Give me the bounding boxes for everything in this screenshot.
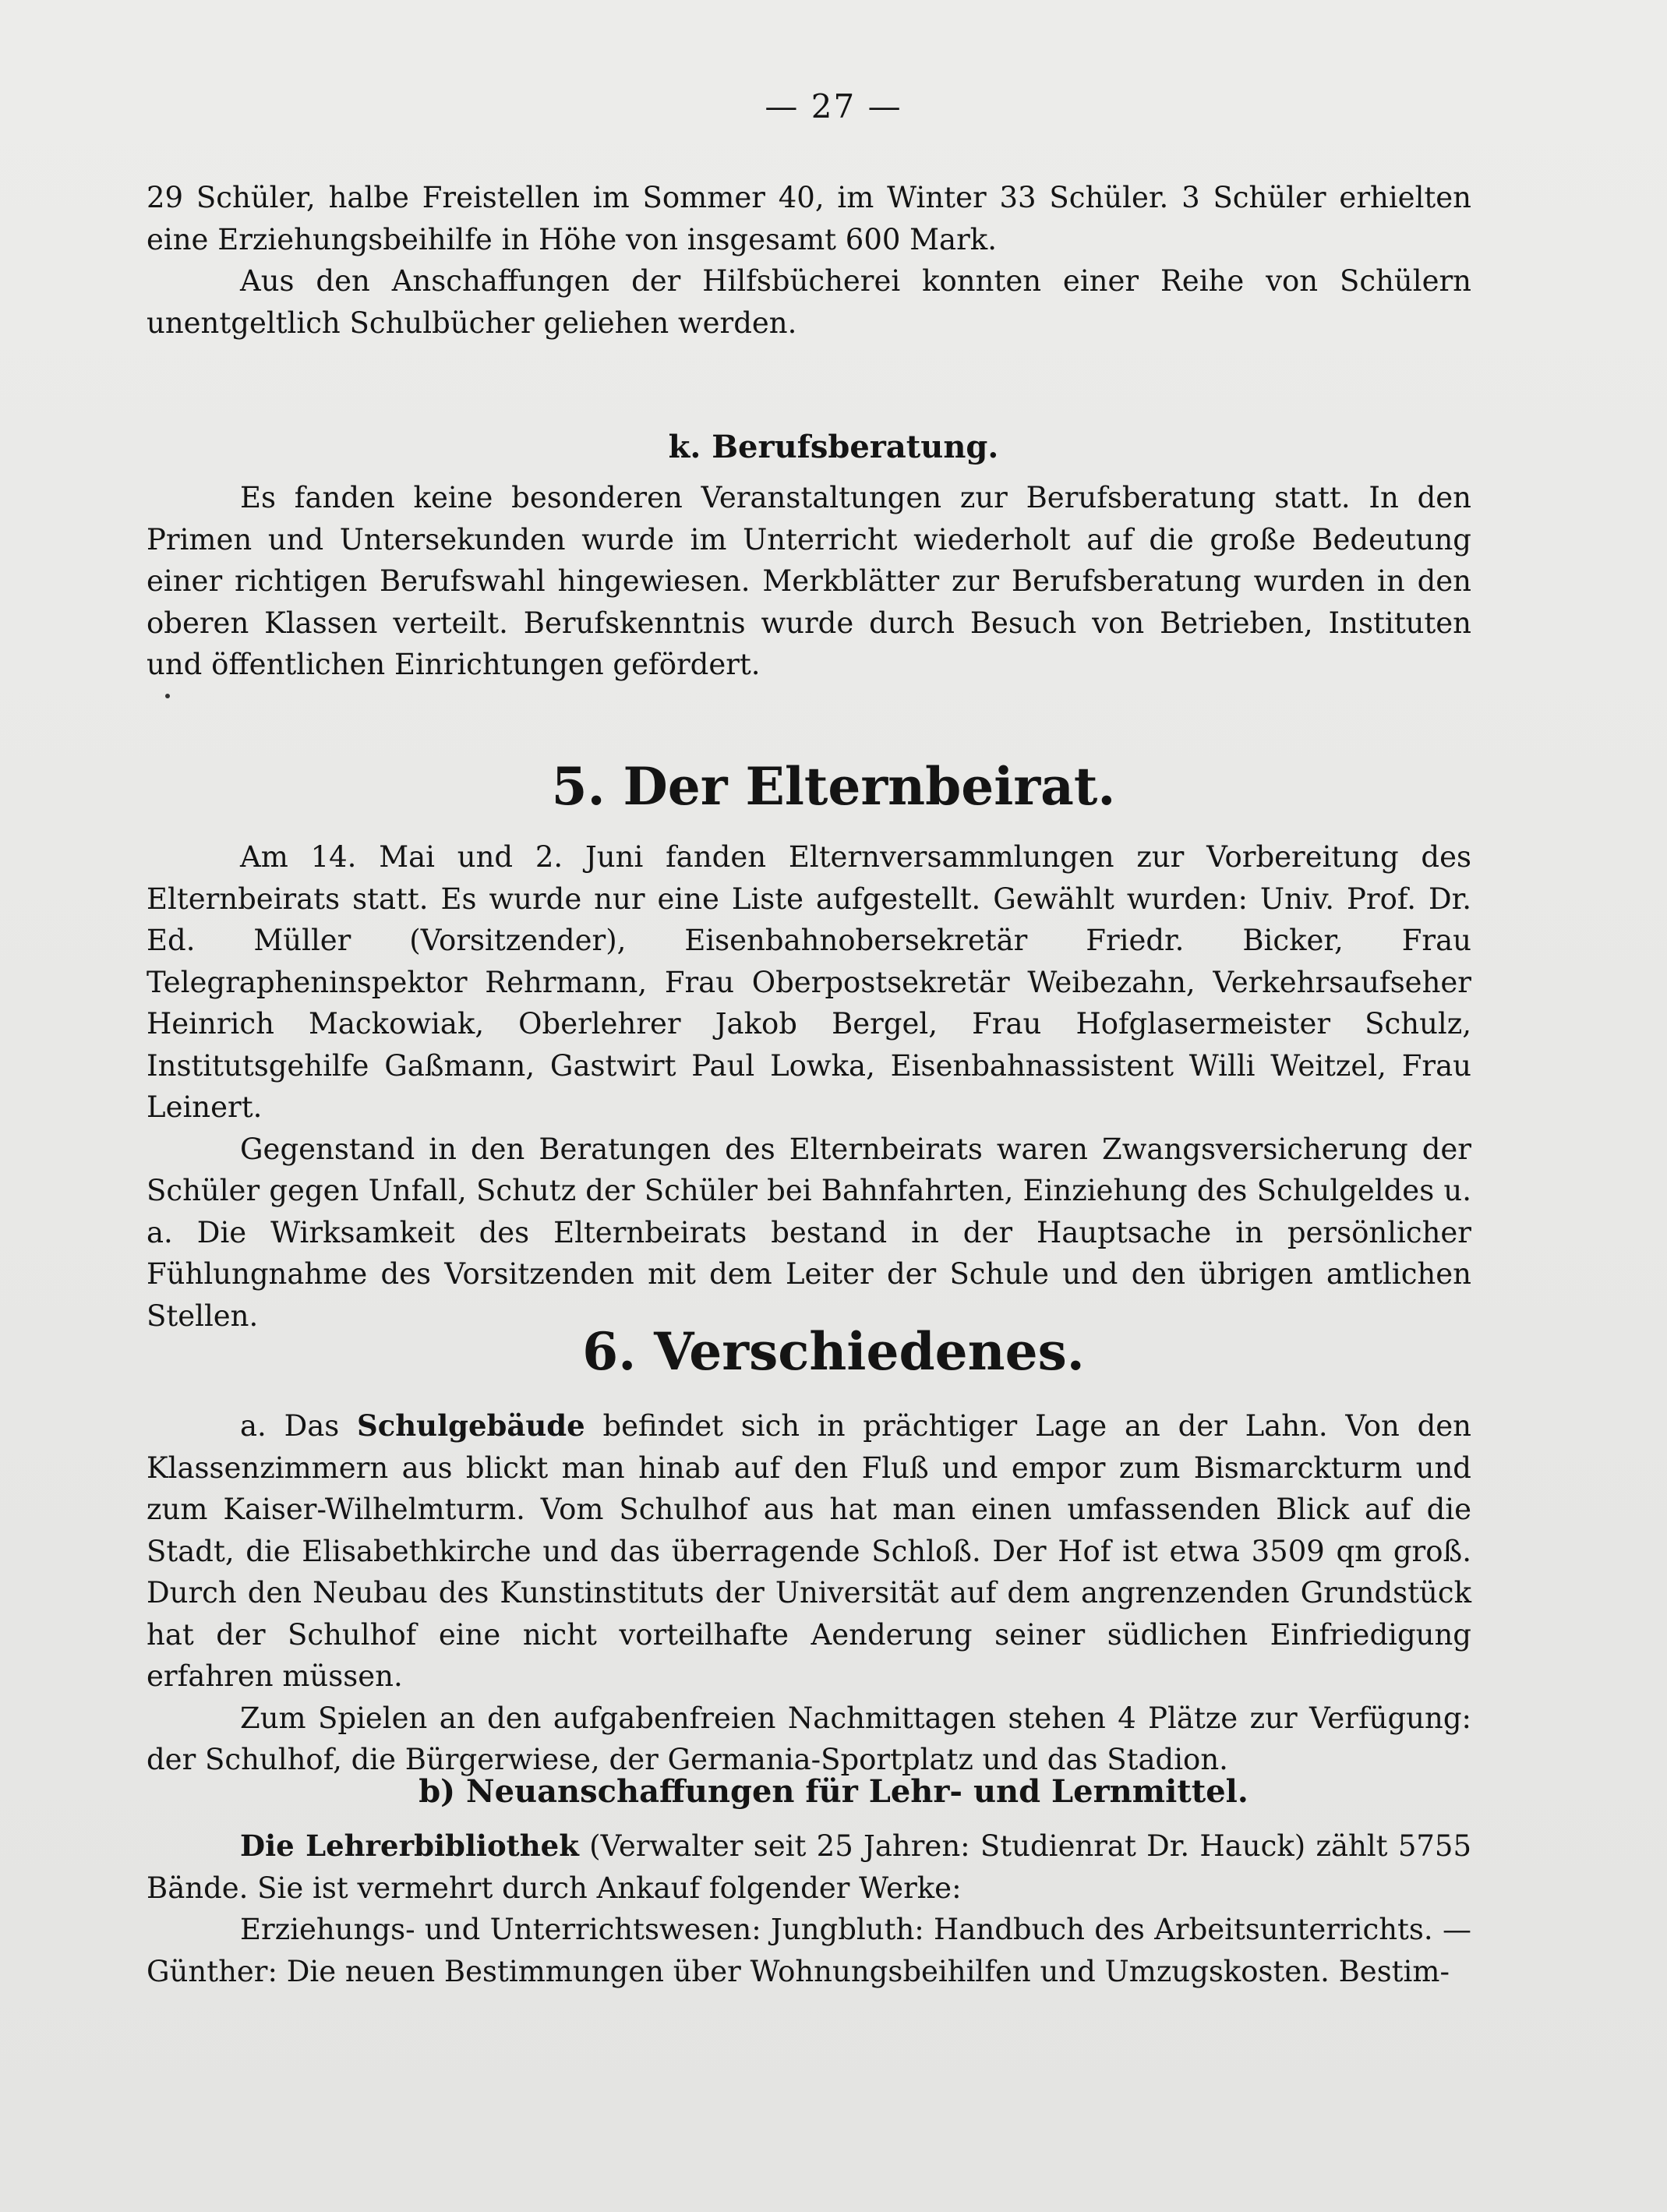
section-b-paragraph-1 [147,1825,1471,1909]
section-k-block [147,477,1471,686]
section-k-paragraph-1: Es fanden keine besonderen Veranstaltungen zur Berufsberatung statt. In den Primen und Untersekunden wurde im Unterricht wiederholt auf die große Bedeutung einer richtigen Berufswahl hingewiesen. Merkblätter zur Berufsberatung wurden in den oberen Klassen verteilt. Berufskenntnis wurde durch Besuch von Betrieben, Instituten und öffentlichen Einrichtungen gefördert. [147,481,1471,681]
section-5-paragraph-2: Gegenstand in den Beratungen des Elternbeirats waren Zwangsversicherung der Schüler gegen Unfall, Schutz der Schüler bei Bahnfahrten, Einziehung des Schulgeldes u. a. Die Wirksamkeit des Elternbeirats bestand in der Hauptsache in persönlicher Fühlungnahme des Vorsitzenden mit dem Leiter der Schule und den übrigen amtlichen Stellen. [147,1132,1471,1333]
section-b-p1-rest: (Verwalter seit 25 Jahren: Studienrat Dr. Hauck) zählt 5755 Bände. Sie ist vermehrt durch Ankauf folgender Werke: [147,1829,1471,1905]
section-6-p1-rest: befindet sich in prächtiger Lage an der Lahn. Von den Klassenzimmern aus blickt man hinab auf den Fluß und empor zum Bismarckturm und zum Kaiser-Wilhelmturm. Vom Schulhof aus hat man einen umfassenden Blick auf die Stadt, die Elisabethkirche und das überragende Schloß. Der Hof ist etwa 3509 qm groß. Durch den Neubau des Kunstinstituts der Universität auf dem angrenzenden Grundstück hat der Schulhof eine nicht vorteilhafte Aenderung seiner südlichen Einfriedigung erfahren müssen. [147,1409,1471,1693]
section-6-paragraph-1 [147,1405,1471,1698]
section-k-heading: k. Berufsberatung. [668,429,999,465]
scan-speck [165,694,170,698]
intro-paragraph-1: 29 Schüler, halbe Freistellen im Sommer 40, im Winter 33 Schüler. 3 Schüler erhielten eine Erziehungsbeihilfe in Höhe von insgesamt 600 Mark. [147,181,1471,256]
intro-block [147,177,1471,344]
section-6-heading: 6. Verschiedenes. [582,1321,1085,1382]
section-b-paragraph-2: Erziehungs- und Unterrichtswesen: Jungbluth: Handbuch des Arbeitsunterrichts. — Günther: Die neuen Bestimmungen über Wohnungsbeihilfen und Umzugskosten. Bestim- [147,1913,1471,1988]
section-6-paragraph-2: Zum Spielen an den aufgabenfreien Nachmittagen stehen 4 Plätze zur Verfügung: der Schulhof, die Bürgerwiese, der Germania-Sportplatz und das Stadion. [147,1701,1471,1776]
section-5-paragraph-1: Am 14. Mai und 2. Juni fanden Elternversammlungen zur Vorbereitung des Elternbeirats statt. Es wurde nur eine Liste aufgestellt. Gewählt wurden: Univ. Prof. Dr. Ed. Müller (Vorsitzender), Eisenbahnobersekretär Friedr. Bicker, Frau Telegrapheninspektor Rehrmann, Frau Oberpostsekretär Weibezahn, Verkehrsaufseher Heinrich Mackowiak, Oberlehrer Jakob Bergel, Frau Hofglasermeister Schulz, Institutsgehilfe Gaßmann, Gastwirt Paul Lowka, Eisenbahnassistent Willi Weitzel, Frau Leinert. [147,840,1471,1124]
intro-paragraph-2: Aus den Anschaffungen der Hilfsbücherei konnten einer Reihe von Schülern unentgeltlich Schulbücher geliehen werden. [147,264,1471,340]
section-6-block [147,1405,1471,1781]
section-6-p1-prefix: a. Das [240,1409,358,1443]
section-b-heading: b) Neuanschaffungen für Lehr- und Lernmittel. [419,1773,1248,1810]
section-5-block [147,836,1471,1337]
section-5-heading: 5. Der Elternbeirat. [551,756,1116,817]
section-b-block [147,1825,1471,1992]
lehrerbibliothek-term: Die Lehrerbibliothek [240,1829,579,1863]
schulgebaeude-term: Schulgebäude [357,1408,585,1443]
page-number: — 27 — [765,87,902,125]
